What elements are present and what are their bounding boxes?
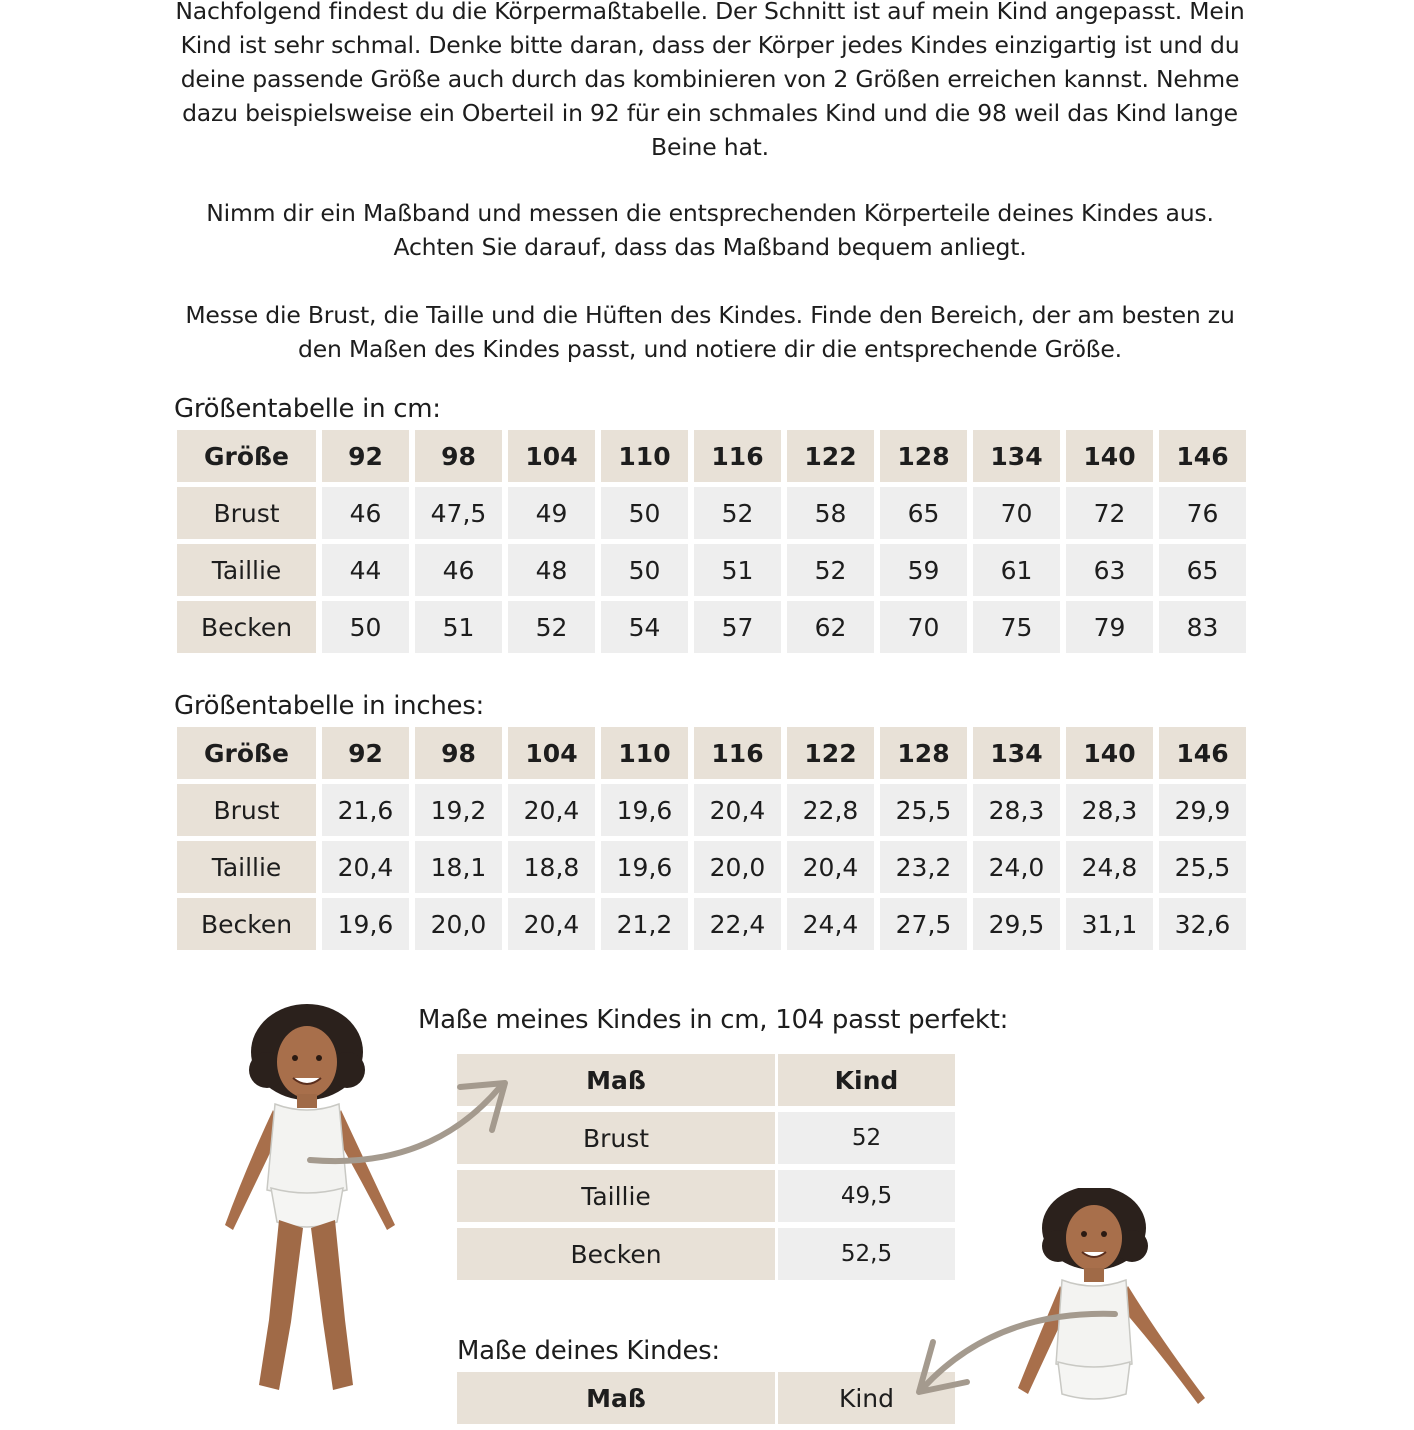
table-cell: 46	[415, 544, 502, 596]
table-header-cell: Maß	[457, 1054, 775, 1106]
table-cell: 63	[1066, 544, 1153, 596]
table-cell: 27,5	[880, 898, 967, 950]
table-row	[457, 1112, 955, 1164]
table-header-cell: 128	[880, 430, 967, 482]
table-header-cell: 134	[973, 430, 1060, 482]
table-header-cell: 104	[508, 727, 595, 779]
row-label: Becken	[177, 601, 316, 653]
row-label: Becken	[177, 898, 316, 950]
table-cell: 62	[787, 601, 874, 653]
my-child-title: Maße meines Kindes in cm, 104 passt perfekt:	[418, 1005, 1009, 1035]
row-label: Brust	[457, 1112, 775, 1164]
table-cell: 24,4	[787, 898, 874, 950]
table-cell: 29,9	[1159, 784, 1246, 836]
table-cell: 65	[1159, 544, 1246, 596]
row-label: Taillie	[457, 1170, 775, 1222]
intro-line: Beine hat.	[651, 133, 769, 161]
table-cell: 65	[880, 487, 967, 539]
table-header-cell: 128	[880, 727, 967, 779]
table-header-cell: Maß	[457, 1372, 775, 1424]
table-header-cell: 122	[787, 727, 874, 779]
table-cell: 52	[508, 601, 595, 653]
table-cell: 48	[508, 544, 595, 596]
table-cell: 57	[694, 601, 781, 653]
table-header-cell: 134	[973, 727, 1060, 779]
row-label: Brust	[177, 487, 316, 539]
intro-paragraph-3	[120, 298, 1300, 366]
table-cell: 23,2	[880, 841, 967, 893]
table-cell: 24,0	[973, 841, 1060, 893]
intro-line: Messe die Brust, die Taille und die Hüften des Kindes. Finde den Bereich, der am besten zu	[185, 301, 1235, 329]
table-cell: 70	[880, 601, 967, 653]
intro-paragraph-2	[120, 196, 1300, 264]
table-header-cell: 116	[694, 727, 781, 779]
table-row	[457, 1170, 955, 1222]
table-header-row	[457, 1372, 955, 1424]
row-label: Brust	[177, 784, 316, 836]
intro-line: dazu beispielsweise ein Oberteil in 92 für ein schmales Kind und die 98 weil das Kind lange	[182, 99, 1238, 127]
table-row	[177, 784, 1246, 836]
table-cell: 20,4	[508, 898, 595, 950]
cm-size-table	[171, 425, 1252, 658]
table-cell: 18,1	[415, 841, 502, 893]
table-header-cell: 116	[694, 430, 781, 482]
intro-line: Kind ist sehr schmal. Denke bitte daran, dass der Körper jedes Kindes einzigartig ist und du	[180, 31, 1240, 59]
table-header-cell: 110	[601, 727, 688, 779]
intro-line: Achten Sie darauf, dass das Maßband bequem anliegt.	[393, 233, 1027, 261]
table-cell: 50	[322, 601, 409, 653]
table-cell: 50	[601, 487, 688, 539]
table-cell: 21,6	[322, 784, 409, 836]
table-cell: 49	[508, 487, 595, 539]
table-cell: 52	[694, 487, 781, 539]
table-cell: 70	[973, 487, 1060, 539]
table-cell: 83	[1159, 601, 1246, 653]
table-cell: 29,5	[973, 898, 1060, 950]
table-cell: 20,4	[508, 784, 595, 836]
table-cell: 75	[973, 601, 1060, 653]
table-cell: 54	[601, 601, 688, 653]
table-header-cell: Kind	[778, 1054, 955, 1106]
table-header-cell: Größe	[177, 430, 316, 482]
your-child-title: Maße deines Kindes:	[457, 1336, 720, 1366]
table-cell: 50	[601, 544, 688, 596]
table-cell: 18,8	[508, 841, 595, 893]
table-cell: 58	[787, 487, 874, 539]
intro-line: den Maßen des Kindes passt, und notiere dir die entsprechende Größe.	[298, 335, 1122, 363]
table-cell: 52	[778, 1112, 955, 1164]
table-row	[177, 487, 1246, 539]
table-header-cell: 110	[601, 430, 688, 482]
table-cell: 52	[787, 544, 874, 596]
table-cell: 51	[415, 601, 502, 653]
table-cell: 72	[1066, 487, 1153, 539]
table-cell: 22,8	[787, 784, 874, 836]
inch-size-table	[171, 722, 1252, 955]
intro-paragraph-1	[120, 0, 1300, 164]
table-header-cell: Größe	[177, 727, 316, 779]
table-cell: 20,0	[694, 841, 781, 893]
table-row	[177, 601, 1246, 653]
table-header-row	[177, 430, 1246, 482]
table-cell: 19,6	[601, 841, 688, 893]
inch-table-title: Größentabelle in inches:	[174, 691, 484, 721]
table-header-cell: 140	[1066, 727, 1153, 779]
table-cell: 25,5	[1159, 841, 1246, 893]
table-cell: 32,6	[1159, 898, 1246, 950]
table-cell: 79	[1066, 601, 1153, 653]
table-cell: 24,8	[1066, 841, 1153, 893]
table-row	[177, 544, 1246, 596]
cm-table-title: Größentabelle in cm:	[174, 394, 441, 424]
table-cell: 47,5	[415, 487, 502, 539]
row-label: Becken	[457, 1228, 775, 1280]
your-child-table	[454, 1366, 958, 1430]
table-cell: 25,5	[880, 784, 967, 836]
table-header-cell: 140	[1066, 430, 1153, 482]
table-header-cell: 92	[322, 727, 409, 779]
table-cell: 21,2	[601, 898, 688, 950]
row-label: Taillie	[177, 841, 316, 893]
table-header-cell: 146	[1159, 430, 1246, 482]
table-cell: 20,4	[787, 841, 874, 893]
intro-line: Nimm dir ein Maßband und messen die entsprechenden Körperteile deines Kindes aus.	[206, 199, 1214, 227]
table-row	[177, 841, 1246, 893]
table-cell: 20,0	[415, 898, 502, 950]
table-header-cell: 146	[1159, 727, 1246, 779]
intro-line: deine passende Größe auch durch das kombinieren von 2 Größen erreichen kannst. Nehme	[180, 65, 1240, 93]
table-cell: 20,4	[322, 841, 409, 893]
intro-line: Nachfolgend findest du die Körpermaßtabelle. Der Schnitt ist auf mein Kind angepasst. Mein	[175, 0, 1245, 25]
table-header-cell: 122	[787, 430, 874, 482]
table-cell: 49,5	[778, 1170, 955, 1222]
table-cell: 19,6	[601, 784, 688, 836]
table-header-cell: 98	[415, 727, 502, 779]
table-cell: 51	[694, 544, 781, 596]
table-cell: 20,4	[694, 784, 781, 836]
table-cell: 59	[880, 544, 967, 596]
table-header-cell: Kind	[778, 1372, 955, 1424]
table-cell: 22,4	[694, 898, 781, 950]
table-cell: 28,3	[1066, 784, 1153, 836]
table-cell: 19,6	[322, 898, 409, 950]
table-header-cell: 98	[415, 430, 502, 482]
arrow-icon	[905, 1300, 1125, 1405]
table-cell: 61	[973, 544, 1060, 596]
table-cell: 46	[322, 487, 409, 539]
table-header-cell: 92	[322, 430, 409, 482]
table-cell: 76	[1159, 487, 1246, 539]
child-figure-illustration	[195, 1000, 425, 1405]
table-cell: 19,2	[415, 784, 502, 836]
table-header-row	[177, 727, 1246, 779]
table-cell: 31,1	[1066, 898, 1153, 950]
arrow-icon	[300, 1075, 520, 1175]
table-cell: 44	[322, 544, 409, 596]
table-row	[177, 898, 1246, 950]
table-header-row	[457, 1054, 955, 1106]
my-child-table	[454, 1048, 958, 1286]
table-row	[457, 1228, 955, 1280]
table-header-cell: 104	[508, 430, 595, 482]
row-label: Taillie	[177, 544, 316, 596]
table-cell: 52,5	[778, 1228, 955, 1280]
table-cell: 28,3	[973, 784, 1060, 836]
